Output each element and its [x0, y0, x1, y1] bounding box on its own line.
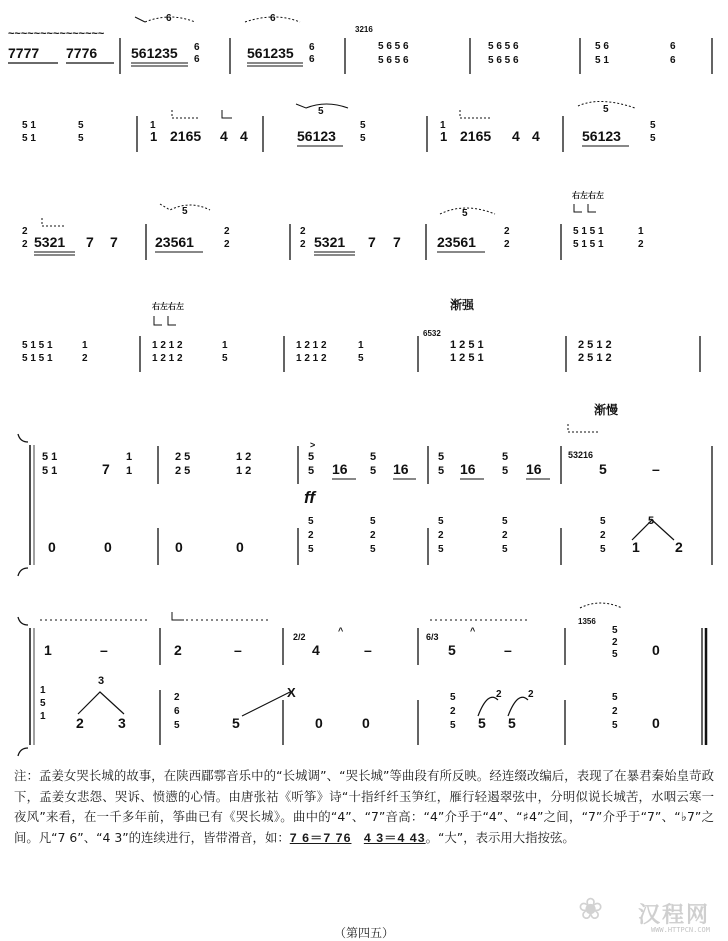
- svg-text:3: 3: [98, 675, 105, 687]
- svg-text:2: 2: [174, 642, 182, 658]
- svg-text:5: 5: [502, 544, 508, 555]
- svg-text:2: 2: [82, 353, 88, 364]
- harmonic-x: X: [287, 685, 296, 700]
- svg-text:7: 7: [368, 234, 376, 250]
- svg-text:5 6: 5 6: [595, 41, 609, 52]
- svg-text:0: 0: [175, 539, 183, 555]
- score-row-1: [8, 13, 712, 74]
- measure-row3-5321-b: 5321: [314, 234, 346, 250]
- score-row-5: [18, 402, 712, 576]
- svg-text:5: 5: [358, 353, 364, 364]
- svg-text:5: 5: [650, 120, 656, 131]
- svg-text:2: 2: [496, 689, 502, 700]
- score-row-6: [18, 603, 706, 756]
- svg-text:1: 1: [40, 685, 46, 696]
- svg-text:5: 5: [370, 544, 376, 555]
- sustain-dash-4: –: [364, 642, 372, 658]
- svg-text:2: 2: [504, 239, 510, 250]
- watermark-logo-icon: ❀: [578, 892, 604, 927]
- svg-text:2: 2: [370, 530, 376, 541]
- svg-text:1: 1: [40, 711, 46, 722]
- dynamic-ff: ff: [304, 488, 316, 507]
- svg-text:5 1 5 1: 5 1 5 1: [22, 353, 53, 364]
- svg-text:5: 5: [603, 104, 609, 115]
- svg-text:^: ^: [470, 626, 476, 636]
- note-text: 注：孟姜女哭长城的故事，在陕西郿鄠音乐中的“长城调”、“哭长城”等曲段有所反映。经连缀改编后，表现了在暴君秦始皇苛政下，孟姜女悲怨、哭诉、愤懑的心情。由唐张祜《听筝》诗“十指纤纤玉笋红，雁行轻遏翠弦中，分明似说长城苦，水咽云寒一夜风”来看，在一千多年前，筝曲已有《哭长城》。曲中的“4”、“7”音高：“4”介乎于“4”、“♯4”之间，“7”介乎于“7”、“♭7”之间。凡“7 6”、“4 3”的连续进行，皆带滑音，如：: [14, 768, 714, 845]
- svg-text:5: 5: [450, 720, 456, 731]
- measure-row2-2165-a: 2165: [170, 128, 202, 144]
- finger-label-2: 右左右左: [152, 302, 184, 311]
- svg-text:1: 1: [150, 129, 158, 144]
- svg-text:5: 5: [600, 544, 606, 555]
- svg-text:5: 5: [40, 698, 46, 709]
- svg-text:6: 6: [670, 55, 676, 66]
- svg-text:2 5 1 2: 2 5 1 2: [578, 352, 612, 364]
- svg-text:2: 2: [638, 239, 644, 250]
- svg-text:2 5: 2 5: [175, 451, 191, 463]
- svg-text:2: 2: [224, 226, 230, 237]
- svg-text:2: 2: [612, 706, 618, 717]
- score-row-2: [22, 101, 656, 152]
- svg-text:5: 5: [308, 465, 315, 477]
- svg-text:2: 2: [438, 530, 444, 541]
- svg-text:6: 6: [309, 54, 315, 65]
- svg-text:2: 2: [174, 692, 180, 703]
- svg-text:2: 2: [22, 239, 28, 250]
- svg-text:4: 4: [240, 128, 248, 144]
- measure-row2-2165-b: 2165: [460, 128, 492, 144]
- svg-text:1: 1: [44, 642, 52, 658]
- svg-text:1 2 1 2: 1 2 1 2: [296, 353, 327, 364]
- grace-notes-3216: 3216: [355, 25, 373, 34]
- grace-notes-6532: 6532: [423, 329, 441, 338]
- tremolo-line: ~~~~~~~~~~~~~~~: [8, 28, 105, 40]
- svg-text:5: 5: [308, 544, 314, 555]
- svg-text:4: 4: [220, 128, 228, 144]
- svg-text:2: 2: [502, 530, 508, 541]
- page-number: （第四五）: [333, 926, 394, 940]
- svg-text:1: 1: [440, 129, 448, 144]
- measure-2-notes: 561235: [131, 45, 178, 61]
- score-row-3: [22, 190, 644, 260]
- svg-text:5: 5: [502, 451, 509, 463]
- svg-text:3: 3: [118, 715, 126, 731]
- sustain-dash-1: –: [652, 461, 660, 477]
- svg-text:5: 5: [438, 516, 444, 527]
- svg-text:2: 2: [76, 715, 84, 731]
- svg-text:5: 5: [612, 720, 618, 731]
- svg-text:5: 5: [502, 465, 509, 477]
- measure-row2-56123-a: 56123: [297, 128, 336, 144]
- measure-row5-16-c: 16: [460, 461, 476, 477]
- svg-text:2: 2: [612, 637, 618, 648]
- svg-text:5: 5: [438, 544, 444, 555]
- svg-text:5: 5: [478, 715, 486, 731]
- svg-text:6: 6: [309, 42, 315, 53]
- svg-text:2: 2: [528, 689, 534, 700]
- svg-text:6: 6: [194, 42, 200, 53]
- svg-text:2: 2: [600, 530, 606, 541]
- svg-text:5: 5: [508, 715, 516, 731]
- svg-text:1 2 1 2: 1 2 1 2: [296, 340, 327, 351]
- svg-text:5 6 5 6: 5 6 5 6: [378, 41, 409, 52]
- svg-text:5: 5: [448, 642, 456, 658]
- svg-text:2: 2: [675, 539, 683, 555]
- svg-text:7: 7: [102, 461, 110, 477]
- svg-text:1 2 5 1: 1 2 5 1: [450, 352, 484, 364]
- crescendo-label: 渐强: [450, 298, 475, 312]
- svg-text:1 2 1 2: 1 2 1 2: [152, 340, 183, 351]
- svg-text:0: 0: [652, 715, 660, 731]
- svg-text:1: 1: [638, 226, 644, 237]
- svg-text:6: 6: [174, 706, 180, 717]
- svg-text:0: 0: [104, 539, 112, 555]
- grace-notes-6-3: 6/3: [426, 632, 439, 642]
- svg-text:5 6 5 6: 5 6 5 6: [488, 55, 519, 66]
- svg-text:4: 4: [312, 642, 320, 658]
- svg-text:5: 5: [450, 692, 456, 703]
- svg-text:1 2 5 1: 1 2 5 1: [450, 339, 484, 351]
- svg-text:6: 6: [166, 13, 172, 24]
- measure-row3-23561-a: 23561: [155, 234, 194, 250]
- svg-text:5: 5: [648, 515, 655, 527]
- slide-example-2: 4 3＝4 43: [363, 830, 426, 845]
- svg-text:1 2: 1 2: [236, 451, 252, 463]
- svg-text:0: 0: [362, 715, 370, 731]
- svg-text:5: 5: [182, 206, 188, 217]
- svg-text:5: 5: [370, 465, 377, 477]
- svg-text:5 1: 5 1: [42, 465, 58, 477]
- svg-text:5: 5: [650, 133, 656, 144]
- grace-notes-53216: 53216: [568, 450, 594, 460]
- svg-text:4: 4: [532, 128, 540, 144]
- svg-text:5 1 5 1: 5 1 5 1: [22, 340, 53, 351]
- measure-3-notes: 561235: [247, 45, 294, 61]
- svg-text:2: 2: [300, 226, 306, 237]
- svg-text:5: 5: [502, 516, 508, 527]
- svg-text:5 1: 5 1: [22, 133, 36, 144]
- finger-label-1: 右左右左: [572, 191, 604, 200]
- sustain-dash-3: –: [234, 642, 242, 658]
- measure-row5-16-b: 16: [393, 461, 409, 477]
- svg-text:^: ^: [338, 626, 344, 636]
- svg-text:5 6 5 6: 5 6 5 6: [378, 55, 409, 66]
- svg-text:2: 2: [224, 239, 230, 250]
- watermark-url: WWW.HTTPCN.COM: [650, 926, 710, 934]
- svg-text:5: 5: [78, 133, 84, 144]
- svg-text:5: 5: [232, 715, 240, 731]
- grace-notes-2-2: 2/2: [293, 632, 306, 642]
- note-paragraph: [14, 766, 714, 848]
- svg-text:5 1 5 1: 5 1 5 1: [573, 239, 604, 250]
- svg-text:1: 1: [126, 451, 133, 463]
- svg-text:1: 1: [440, 120, 446, 131]
- measure-row2-56123-b: 56123: [582, 128, 621, 144]
- svg-text:5 1: 5 1: [595, 55, 609, 66]
- svg-text:1: 1: [150, 120, 156, 131]
- svg-text:5: 5: [438, 451, 445, 463]
- sustain-dash-2: –: [100, 642, 108, 658]
- score-row-4: [22, 297, 700, 372]
- slide-example-1: 7 6＝7 76: [289, 830, 352, 845]
- svg-text:2: 2: [504, 226, 510, 237]
- sustain-dash-5: –: [504, 642, 512, 658]
- svg-text:0: 0: [236, 539, 244, 555]
- svg-text:5: 5: [360, 120, 366, 131]
- svg-text:5: 5: [599, 461, 607, 477]
- measure-1-notes-b: 7776: [66, 45, 98, 61]
- svg-text:1: 1: [82, 340, 88, 351]
- svg-text:2 5: 2 5: [175, 465, 191, 477]
- svg-text:5: 5: [612, 649, 618, 660]
- svg-text:0: 0: [48, 539, 56, 555]
- svg-text:1: 1: [222, 340, 228, 351]
- svg-text:5: 5: [462, 208, 468, 219]
- note-ending: 。“大”，表示用大指按弦。: [425, 829, 575, 845]
- svg-text:5: 5: [360, 133, 366, 144]
- svg-text:2: 2: [308, 530, 314, 541]
- svg-text:5: 5: [78, 120, 84, 131]
- svg-text:7: 7: [393, 234, 401, 250]
- svg-text:1 2 1 2: 1 2 1 2: [152, 353, 183, 364]
- grace-notes-1356: 1356: [578, 617, 596, 626]
- svg-text:5: 5: [308, 516, 314, 527]
- svg-text:5 1: 5 1: [22, 120, 36, 131]
- svg-text:5 1: 5 1: [42, 451, 58, 463]
- svg-text:0: 0: [315, 715, 323, 731]
- svg-text:2: 2: [300, 239, 306, 250]
- svg-text:6: 6: [670, 41, 676, 52]
- svg-text:2: 2: [22, 226, 28, 237]
- measure-row5-16-d: 16: [526, 461, 542, 477]
- svg-text:5 1 5 1: 5 1 5 1: [573, 226, 604, 237]
- svg-text:5: 5: [318, 106, 324, 117]
- svg-text:5: 5: [370, 451, 377, 463]
- svg-text:0: 0: [652, 642, 660, 658]
- svg-text:5: 5: [600, 516, 606, 527]
- svg-text:5 6 5 6: 5 6 5 6: [488, 41, 519, 52]
- measure-1-notes-a: 7777: [8, 45, 40, 61]
- svg-text:5: 5: [612, 625, 618, 636]
- svg-text:1: 1: [126, 465, 133, 477]
- svg-text:6: 6: [270, 13, 276, 24]
- measure-row3-23561-b: 23561: [437, 234, 476, 250]
- watermark-text: 汉程网: [637, 903, 710, 928]
- svg-text:6: 6: [194, 54, 200, 65]
- svg-text:5: 5: [308, 451, 315, 463]
- svg-text:2 5 1 2: 2 5 1 2: [578, 339, 612, 351]
- measure-row3-5321-a: 5321: [34, 234, 66, 250]
- svg-text:7: 7: [86, 234, 94, 250]
- svg-text:4: 4: [512, 128, 520, 144]
- ritardando-label: 渐慢: [594, 403, 619, 417]
- svg-text:1: 1: [632, 539, 640, 555]
- svg-text:5: 5: [612, 692, 618, 703]
- svg-text:2: 2: [450, 706, 456, 717]
- svg-text:5: 5: [174, 720, 180, 731]
- svg-text:>: >: [310, 440, 316, 450]
- measure-row5-16-a: 16: [332, 461, 348, 477]
- svg-text:5: 5: [222, 353, 228, 364]
- svg-text:7: 7: [110, 234, 118, 250]
- svg-text:1 2: 1 2: [236, 465, 252, 477]
- svg-text:5: 5: [438, 465, 445, 477]
- svg-text:5: 5: [370, 516, 376, 527]
- explanatory-note: [14, 766, 714, 848]
- svg-text:1: 1: [358, 340, 364, 351]
